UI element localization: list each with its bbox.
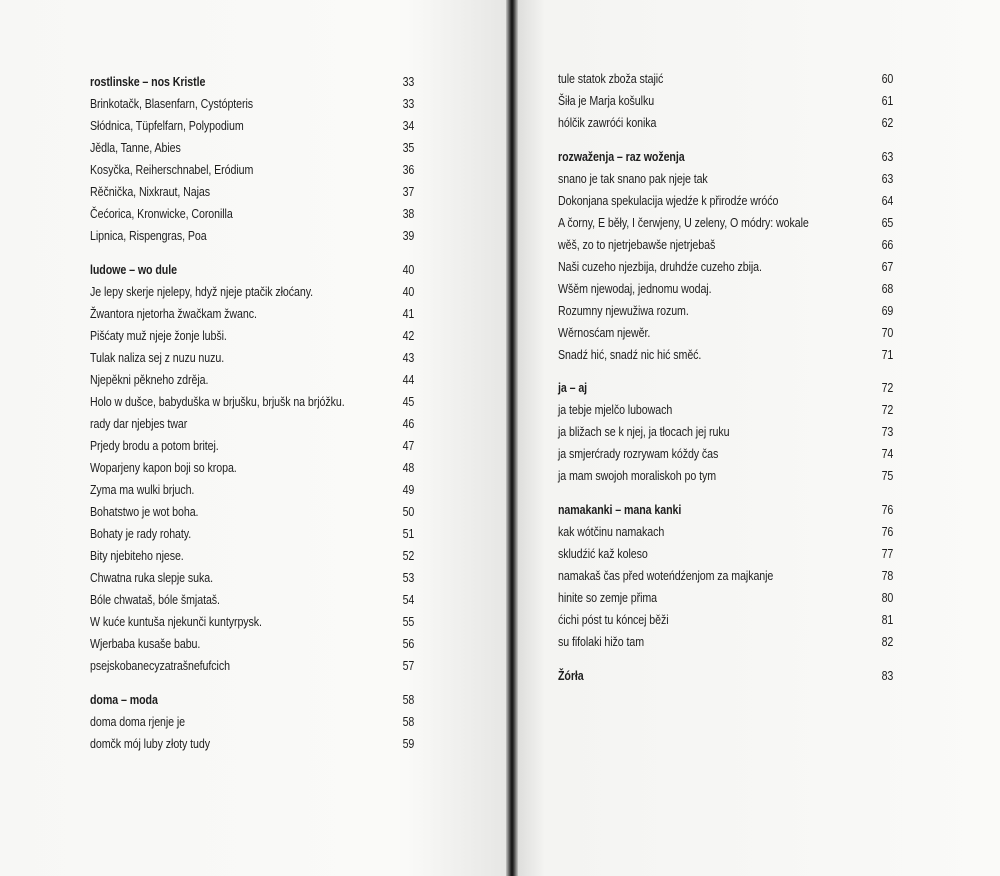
page-number: 75 — [881, 468, 893, 483]
toc-entry — [90, 502, 414, 522]
toc-entry — [558, 191, 893, 211]
toc-entry — [90, 348, 414, 368]
entry-title: doma doma rjenje je — [90, 714, 186, 729]
entry-title: Słódnica, Tüpfelfarn, Polypodium — [90, 118, 244, 133]
entry-title: Rěčnička, Nixkraut, Najas — [90, 184, 210, 199]
page-number: 76 — [881, 524, 893, 539]
page-number: 43 — [402, 350, 414, 365]
page-number: 63 — [881, 171, 893, 186]
page-number: 78 — [881, 568, 893, 583]
entry-title: Kosyčka, Reiherschnabel, Eródium — [90, 162, 254, 177]
entry-title: Holo w dušce, babyduška w brjušku, brjušk na brjóžku. — [90, 394, 345, 409]
entry-title: Čećorica, Kronwicke, Coronilla — [90, 206, 233, 221]
page-number: 48 — [402, 460, 414, 475]
entry-title: ja bližach se k njej, ja tłocach jej ruku — [558, 424, 730, 439]
page-number: 45 — [403, 394, 415, 409]
page-number: 81 — [881, 612, 893, 627]
entry-title: psejskobanecyzatrašnefufcich — [90, 658, 230, 673]
toc-entry — [90, 370, 414, 390]
page-number: 47 — [402, 438, 414, 453]
toc-entry — [90, 524, 414, 544]
toc-entry — [558, 91, 893, 111]
toc-entry — [558, 632, 893, 652]
toc-entry — [90, 282, 414, 302]
page-number: 49 — [402, 482, 414, 497]
page-number: 62 — [881, 115, 893, 130]
toc-entry — [90, 414, 414, 434]
toc-entry — [558, 422, 893, 442]
entry-title: hólčik zawróći konika — [558, 115, 657, 130]
page-number: 68 — [881, 281, 893, 296]
entry-title: A čorny, E běły, I čerwjeny, U zeleny, O módry: wokale — [558, 215, 809, 230]
toc-entry — [90, 734, 414, 754]
page-number: 38 — [402, 206, 414, 221]
page-number: 71 — [881, 347, 893, 362]
toc-entry — [558, 69, 893, 89]
page-number: 41 — [402, 306, 414, 321]
toc-section-heading — [558, 147, 893, 167]
page-number: 72 — [881, 380, 893, 395]
page-number: 69 — [881, 303, 893, 318]
toc-entry — [558, 345, 893, 365]
page-number: 42 — [402, 328, 414, 343]
page-number: 58 — [402, 714, 414, 729]
toc-entry — [90, 656, 414, 676]
entry-title: Wěrnosćam njewěr. — [558, 325, 651, 340]
page-number: 51 — [402, 526, 414, 541]
page-number: 59 — [402, 736, 414, 751]
toc-entry — [558, 444, 893, 464]
toc-entry — [558, 169, 893, 189]
page-number: 44 — [402, 372, 414, 387]
page-number: 40 — [402, 262, 414, 277]
entry-title: skludźić kaž koleso — [558, 546, 648, 561]
page-number: 82 — [881, 634, 893, 649]
page-number: 63 — [881, 149, 893, 164]
toc-entry — [558, 113, 893, 133]
page-number: 54 — [402, 592, 414, 607]
page-number: 72 — [881, 402, 893, 417]
toc-entry — [90, 304, 414, 324]
toc-entry — [558, 522, 893, 542]
toc-entry — [90, 326, 414, 346]
entry-title: Rozumny njewužiwa rozum. — [558, 303, 689, 318]
toc-entry — [90, 612, 414, 632]
section-title: ja – aj — [558, 380, 588, 395]
entry-title: Dokonjana spekulacija wjedźe k přirodźe wróćo — [558, 193, 779, 208]
page-number: 57 — [402, 658, 414, 673]
entry-title: Žwantora njetorha žwačkam žwanc. — [90, 306, 257, 321]
entry-title: ja mam swojoh moraliskoh po tym — [558, 468, 717, 483]
page-number: 83 — [881, 668, 893, 683]
toc-entry — [90, 480, 414, 500]
entry-title: wěš, zo to njetrjebawše njetrjebaš — [558, 237, 716, 252]
page-number: 52 — [402, 548, 414, 563]
entry-title: Jědla, Tanne, Abies — [90, 140, 181, 155]
page-number: 77 — [881, 546, 893, 561]
page-number: 36 — [402, 162, 414, 177]
entry-title: rady dar njebjes twar — [90, 416, 188, 431]
toc-entry — [90, 160, 414, 180]
page-number: 76 — [881, 502, 893, 517]
entry-title: Bity njebiteho njese. — [90, 548, 184, 563]
toc-section-heading — [90, 72, 414, 92]
toc-entry — [558, 323, 893, 343]
toc-entry — [558, 213, 893, 233]
toc-entry — [90, 226, 414, 246]
toc-section-heading — [90, 690, 414, 710]
toc-entry — [90, 138, 414, 158]
entry-title: Chwatna ruka slepje suka. — [90, 570, 213, 585]
toc-entry — [90, 204, 414, 224]
entry-title: Šiła je Marja košulku — [558, 93, 655, 108]
entry-title: Bohatstwo je wot boha. — [90, 504, 199, 519]
toc-entry — [90, 568, 414, 588]
entry-title: Naši cuzeho njezbija, druhdźe cuzeho zbija. — [558, 259, 762, 274]
entry-title: ja tebje mjelčo lubowach — [558, 402, 673, 417]
page-number: 37 — [402, 184, 414, 199]
entry-title: snano je tak snano pak njeje tak — [558, 171, 708, 186]
toc-entry — [558, 544, 893, 564]
toc-entry — [558, 400, 893, 420]
page-number: 64 — [881, 193, 893, 208]
entry-title: Wšěm njewodaj, jednomu wodaj. — [558, 281, 712, 296]
page-number: 58 — [402, 692, 414, 707]
page-number: 70 — [881, 325, 893, 340]
toc-section-heading — [90, 260, 414, 280]
page-number: 55 — [402, 614, 414, 629]
page-number: 67 — [881, 259, 893, 274]
toc-entry — [90, 712, 414, 732]
page-number: 74 — [881, 446, 893, 461]
page-number: 60 — [881, 71, 893, 86]
toc-entry — [90, 634, 414, 654]
entry-title: hinite so zemje přima — [558, 590, 658, 605]
toc-entry — [90, 392, 414, 412]
page-number: 73 — [881, 424, 893, 439]
page-number: 50 — [402, 504, 414, 519]
section-title: rozwaženja – raz woženja — [558, 149, 685, 164]
entry-title: domčk mój luby złoty tudy — [90, 736, 211, 751]
toc-entry — [90, 94, 414, 114]
entry-title: tule statok zboža stajić — [558, 71, 664, 86]
entry-title: Snadź hić, snadź nic hić směć. — [558, 347, 702, 362]
page-number: 46 — [402, 416, 414, 431]
page-number: 56 — [402, 636, 414, 651]
entry-title: namakaš čas před woteńdźenjom za majkanje — [558, 568, 774, 583]
page-number: 34 — [402, 118, 414, 133]
toc-entry — [90, 116, 414, 136]
page-number: 66 — [881, 237, 893, 252]
entry-title: su fifolaki hižo tam — [558, 634, 645, 649]
page-number: 53 — [402, 570, 414, 585]
entry-title: Brinkotačk, Blasenfarn, Cystópteris — [90, 96, 254, 111]
toc-entry — [558, 466, 893, 486]
toc-entry — [558, 588, 893, 608]
entry-title: Prjedy brodu a potom britej. — [90, 438, 219, 453]
toc-section-heading — [558, 666, 893, 686]
section-title: Žórła — [558, 668, 584, 683]
toc-entry — [558, 301, 893, 321]
entry-title: Bóle chwataš, bóle šmjataš. — [90, 592, 220, 607]
page-number: 33 — [402, 74, 414, 89]
page-number: 65 — [881, 215, 893, 230]
toc-entry — [90, 590, 414, 610]
entry-title: Zyma ma wulki brjuch. — [90, 482, 195, 497]
page-number: 35 — [402, 140, 414, 155]
entry-title: Bohaty je rady rohaty. — [90, 526, 192, 541]
entry-title: Lipnica, Rispengras, Poa — [90, 228, 207, 243]
book-spine — [506, 0, 518, 876]
toc-section-heading — [558, 378, 893, 398]
toc-entry — [558, 566, 893, 586]
toc-entry — [558, 279, 893, 299]
toc-entry — [558, 610, 893, 630]
page-number: 33 — [402, 96, 414, 111]
entry-title: kak wótčinu namakach — [558, 524, 665, 539]
toc-entry — [558, 257, 893, 277]
section-title: ludowe – wo dule — [90, 262, 177, 277]
entry-title: Woparjeny kapon boji so kropa. — [90, 460, 237, 475]
toc-section-heading — [558, 500, 893, 520]
entry-title: Pišćaty muž njeje žonje lubši. — [90, 328, 227, 343]
page-number: 40 — [402, 284, 414, 299]
page-number: 61 — [881, 93, 893, 108]
entry-title: ja smjerćrady rozrywam kóždy čas — [558, 446, 719, 461]
page-number: 80 — [881, 590, 893, 605]
page-number: 39 — [402, 228, 414, 243]
toc-entry — [558, 235, 893, 255]
entry-title: Tulak naliza sej z nuzu nuzu. — [90, 350, 225, 365]
entry-title: Je lepy skerje njelepy, hdyž njeje ptačik złoćany. — [90, 284, 314, 299]
entry-title: W kuće kuntuša njekunči kuntyrpysk. — [90, 614, 262, 629]
toc-entry — [90, 458, 414, 478]
section-title: rostlinske – nos Kristle — [90, 74, 206, 89]
toc-entry — [90, 436, 414, 456]
section-title: namakanki – mana kanki — [558, 502, 682, 517]
toc-entry — [90, 546, 414, 566]
entry-title: ćichi póst tu kóncej běži — [558, 612, 669, 627]
entry-title: Njepěkni pěkneho zdrěja. — [90, 372, 209, 387]
toc-entry — [90, 182, 414, 202]
entry-title: Wjerbaba kusaše babu. — [90, 636, 201, 651]
section-title: doma – moda — [90, 692, 158, 707]
